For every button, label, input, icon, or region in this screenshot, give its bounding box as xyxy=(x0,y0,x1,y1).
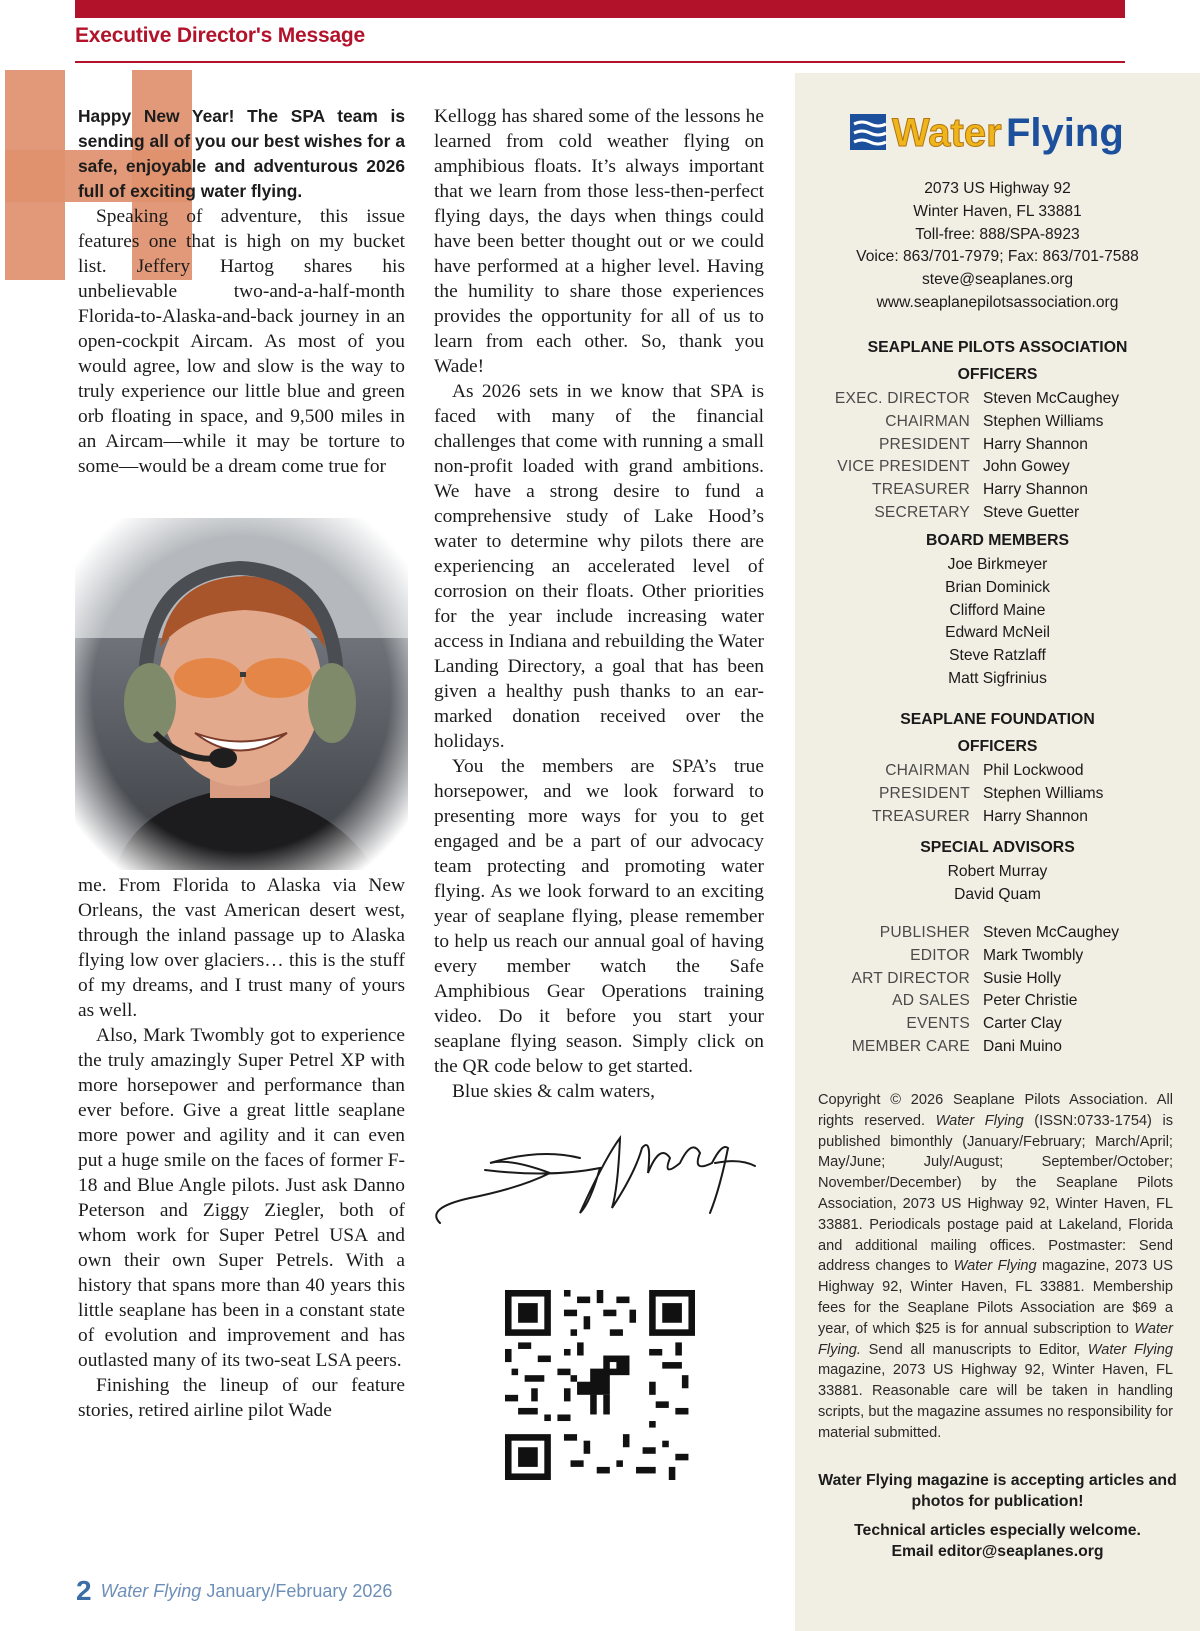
copyright-magazine: Water Flying. xyxy=(818,1320,1173,1358)
officer-role: CHAIRMAN xyxy=(885,412,970,430)
board-member: Brian Dominick xyxy=(945,578,1050,596)
staff-row xyxy=(795,1036,1200,1059)
copyright-notice xyxy=(818,1090,1173,1444)
qr-code-icon[interactable] xyxy=(505,1290,695,1480)
officer-row xyxy=(795,806,1200,829)
officer-row xyxy=(795,388,1200,411)
staff-name: Steven McCaughey xyxy=(983,924,1120,941)
advisors-heading: SPECIAL ADVISORS xyxy=(920,839,1075,856)
staff-name: Mark Twombly xyxy=(983,946,1084,964)
copyright-magazine: Water Flying xyxy=(1087,1341,1173,1358)
article-column-1-bottom xyxy=(78,873,405,1423)
submissions-notice xyxy=(795,1470,1200,1570)
director-photo xyxy=(75,518,408,870)
staff-name: Peter Christie xyxy=(983,992,1078,1010)
officer-row xyxy=(795,456,1200,479)
board-member: Edward McNeil xyxy=(945,624,1050,642)
staff-role: MEMBER CARE xyxy=(851,1037,970,1055)
magazine-name: Water Flying xyxy=(100,1581,202,1601)
article-column-2 xyxy=(434,104,764,1104)
board-member: Clifford Maine xyxy=(949,601,1046,619)
officer-name: Steve Guetter xyxy=(983,503,1080,521)
officer-role: EXEC. DIRECTOR xyxy=(834,390,970,407)
contact-block xyxy=(795,178,1200,315)
staff-role: AD SALES xyxy=(892,992,970,1010)
closing-line: Blue skies & calm waters, xyxy=(452,1081,656,1102)
officer-name: John Gowey xyxy=(983,458,1070,476)
foundation-block xyxy=(795,706,1200,828)
contact-website[interactable]: www.seaplanepilotsassociation.org xyxy=(876,293,1119,311)
editor-email[interactable]: Email editor@seaplanes.org xyxy=(891,1543,1104,1560)
article-column-1-top xyxy=(78,104,405,479)
logo-word-flying: Flying xyxy=(1006,111,1124,155)
signature xyxy=(430,1118,770,1233)
board-heading: BOARD MEMBERS xyxy=(925,532,1070,549)
officer-name: Phil Lockwood xyxy=(983,762,1084,779)
officer-role: PRESIDENT xyxy=(878,435,970,453)
officer-row xyxy=(795,760,1200,783)
officer-row xyxy=(795,502,1200,525)
officer-name: Steven McCaughey xyxy=(983,390,1120,407)
article-paragraph: Kellogg has shared some of the lessons he learned from cold weather flying on amphibious floats. It’s always important that we learn from those less-then-perfect flying days, the days when things could have been better thought out or we could have performed at a higher level. Having the humility to share those experiences provides the opportunity for all of us to learn from each other. So, thank you Wade! xyxy=(434,106,764,377)
officer-name: Stephen Williams xyxy=(983,784,1104,802)
spa-heading: SEAPLANE PILOTS ASSOCIATION xyxy=(867,339,1128,356)
staff-role: PUBLISHER xyxy=(879,924,970,941)
advisors-block xyxy=(795,834,1200,907)
logo-word-water: Water xyxy=(892,111,1002,155)
officer-name: Stephen Williams xyxy=(983,412,1104,430)
contact-tollfree: Toll-free: 888/SPA-8923 xyxy=(915,225,1080,243)
foundation-heading: SEAPLANE FOUNDATION xyxy=(900,711,1095,728)
officer-name: Harry Shannon xyxy=(983,481,1088,499)
officer-name: Harry Shannon xyxy=(983,435,1088,453)
article-paragraph: me. From Florida to Alaska via New Orleans, the vast American desert west, through the inland passage up to Alaska flying low over glaciers… this is the stuff of my dreams, and I trust many of yours as well. xyxy=(78,875,405,1021)
copyright-text: Send all manuscripts to Editor, xyxy=(860,1341,1088,1358)
copyright-text: magazine, 2073 US Highway 92, Winter Haven, FL 33881. Reasonable care will be taken in handling scripts, but the magazine assumes no responsibility for material submitted. xyxy=(818,1362,1173,1441)
contact-city: Winter Haven, FL 33881 xyxy=(913,202,1082,220)
staff-row xyxy=(795,968,1200,991)
officer-row xyxy=(795,411,1200,434)
top-color-bar xyxy=(75,0,1125,18)
article-lead: Happy New Year! The SPA team is sending all of you our best wishes for a safe, enjoyable and adventurous 2026 full of exciting water flying. xyxy=(78,106,405,201)
officer-role: TREASURER xyxy=(872,481,970,499)
staff-name: Carter Clay xyxy=(983,1015,1062,1033)
contact-email[interactable]: steve@seaplanes.org xyxy=(921,271,1074,289)
page-number: 2 xyxy=(76,1575,92,1606)
water-flying-logo xyxy=(848,108,1143,164)
board-member: Joe Birkmeyer xyxy=(947,556,1048,573)
advisor: David Quam xyxy=(954,885,1041,903)
staff-role: ART DIRECTOR xyxy=(851,969,970,987)
advisor: Robert Murray xyxy=(947,863,1048,880)
section-title: Executive Director's Message xyxy=(75,24,366,47)
foundation-officers-heading: OFFICERS xyxy=(957,738,1038,755)
staff-row xyxy=(795,1013,1200,1036)
staff-name: Dani Muino xyxy=(983,1037,1062,1055)
page-footer xyxy=(76,1575,392,1607)
issue-date: January/February 2026 xyxy=(206,1581,393,1601)
contact-address: 2073 US Highway 92 xyxy=(924,180,1071,197)
officer-role: SECRETARY xyxy=(874,503,970,521)
officer-row xyxy=(795,434,1200,457)
staff-role: EDITOR xyxy=(910,946,970,964)
officer-role: TREASURER xyxy=(872,807,970,825)
officer-name: Harry Shannon xyxy=(983,807,1088,825)
staff-role: EVENTS xyxy=(906,1015,970,1033)
spa-officers-block xyxy=(795,334,1200,525)
officer-row xyxy=(795,783,1200,806)
article-paragraph: Speaking of adventure, this issue features one that is high on my bucket list. Jeffery Hartog shares his unbelievable two-and-a-half-month Florida-to-Alaska-and-back journey in an open-cockpit Aircam. As most of you would agree, low and slow is the way to truly experience our little blue and green orb floating in space, and 9,500 miles in an Aircam—while it may be torture to some—would be a dream come true for xyxy=(78,206,405,477)
board-member: Steve Ratzlaff xyxy=(949,647,1046,665)
copyright-text: magazine, 2073 US Highway 92, Winter Haven, FL 33881. Membership fees for the Seaplane Pilots Association are $69 a year, of which $25 is for annual subscription to xyxy=(818,1258,1173,1337)
contact-voice-fax: Voice: 863/701-7979; Fax: 863/701-7588 xyxy=(856,248,1139,266)
officer-role: VICE PRESIDENT xyxy=(837,458,970,476)
spa-officers-heading: OFFICERS xyxy=(957,366,1038,383)
staff-block xyxy=(795,922,1200,1059)
section-divider xyxy=(75,61,1125,63)
officer-role: PRESIDENT xyxy=(878,784,970,802)
officer-role: CHAIRMAN xyxy=(885,762,970,779)
article-paragraph: You the members are SPA’s true horsepower, and we look forward to presenting more ways for you to get engaged and be a part of our advocacy team protecting and promoting water flying. As we look forward to an exciting year of seaplane flying, please remember to help us reach our annual goal of having every member watch the Safe Amphibious Gear Operations training video. Do it before you start your seaplane flying season. Simply click on the QR code below to get started. xyxy=(434,756,764,1077)
staff-name: Susie Holly xyxy=(983,969,1061,987)
copyright-text: (ISSN:0733-1754) is published bimonthly (January/February; March/April; May/June; July/August; September/October; November/December) by the Seaplane Pilots Association, 2073 US Highway 92, Winter Haven, FL 33881. Periodicals postage paid at Lakeland, Florida and additional mailing offices. Postmaster: Send address changes to xyxy=(818,1112,1173,1275)
copyright-text: Copyright © 2026 Seaplane Pilots Association. All rights reserved. xyxy=(818,1092,1173,1129)
staff-row xyxy=(795,945,1200,968)
board-member: Matt Sigfrinius xyxy=(948,669,1047,687)
staff-row xyxy=(795,990,1200,1013)
article-paragraph: As 2026 sets in we know that SPA is faced with many of the financial challenges that come with running a small non-profit loaded with grand ambitions. We have a strong desire to fund a comprehensive study of Lake Hood’s water to determine why pilots there are experiencing an accelerated level of corrosion on their floats. Other priorities for the year include increasing water access in Indiana and rebuilding the Water Landing Directory, a goal that has been given a healthy push thanks to an ear-marked donation received over the holidays. xyxy=(434,381,764,752)
article-paragraph: Finishing the lineup of our feature stories, retired airline pilot Wade xyxy=(78,1375,405,1421)
technical-text: Technical articles especially welcome. xyxy=(854,1522,1141,1539)
copyright-magazine: Water Flying xyxy=(953,1258,1037,1275)
accepting-text: Water Flying magazine is accepting articles and photos for publication! xyxy=(818,1472,1177,1510)
officer-row xyxy=(795,479,1200,502)
copyright-magazine: Water Flying xyxy=(935,1112,1024,1129)
article-paragraph: Also, Mark Twombly got to experience the truly amazingly Super Petrel XP with more horsepower and performance than ever before. Give a great little seaplane more power and agility and it can even put a huge smile on the faces of former F-18 and Blue Angle pilots. Just ask Danno Peterson and Ziggy Ziegler, both of whom work for Super Petrel USA and own their own Super Petrels. With a history that spans more than 40 years this little seaplane has been in a constant state of evolution and improvement and has outlasted many of its two-seat LSA peers. xyxy=(78,1025,405,1371)
board-members-block xyxy=(795,527,1200,691)
staff-row xyxy=(795,922,1200,945)
